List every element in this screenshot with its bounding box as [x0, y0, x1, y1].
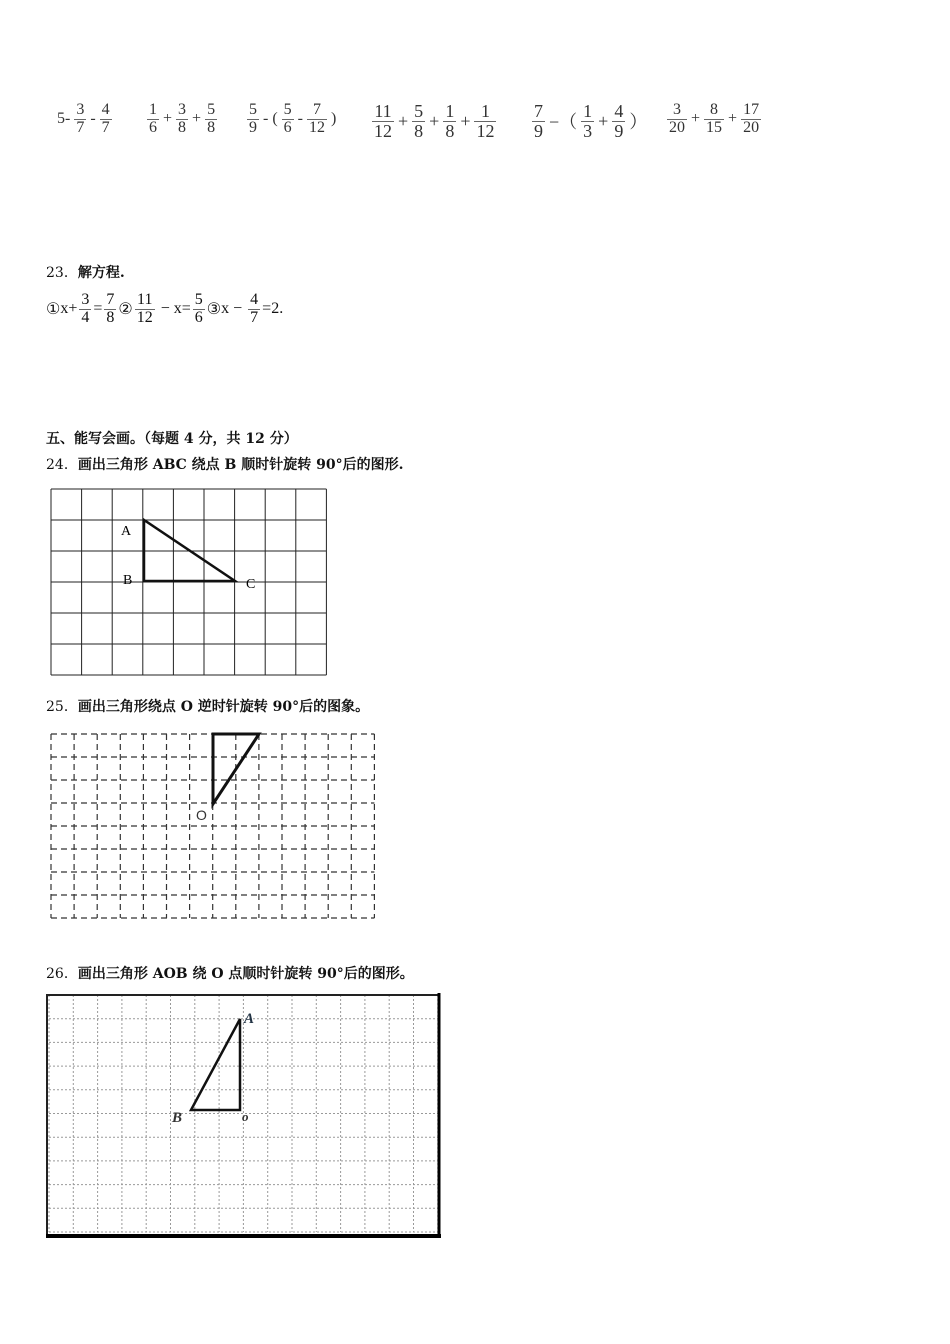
triangle-aob: [191, 1019, 240, 1110]
eq-2-label: ②: [118, 301, 133, 319]
denominator: 20: [743, 118, 760, 136]
denominator: 20: [669, 118, 685, 136]
denominator: 6: [283, 118, 292, 136]
numerator: 3: [76, 101, 85, 118]
operator: +: [728, 110, 738, 128]
operator: -: [90, 110, 96, 128]
label-o: O: [196, 807, 207, 823]
numerator: 3: [81, 291, 90, 308]
numerator: 8: [710, 101, 719, 118]
eq-1-lhs: x+: [60, 300, 78, 318]
denominator: 8: [414, 120, 424, 141]
operator: +: [192, 110, 202, 128]
denominator: 6: [149, 118, 157, 136]
numerator: 4: [101, 101, 110, 118]
denominator: 8: [207, 118, 216, 136]
eq-3-tail: =2.: [262, 300, 284, 318]
numerator: 5: [194, 291, 203, 308]
question-text: 画出三角形 AOB 绕 O 点顺时针旋转 90°后的图形。: [77, 966, 414, 982]
operator: -: [297, 110, 303, 128]
denominator: 15: [706, 118, 723, 136]
denominator: 12: [476, 120, 495, 141]
denominator: 7: [76, 118, 85, 136]
operator: +: [398, 110, 409, 131]
numerator: 1: [480, 101, 490, 121]
eq-1-equals: =: [93, 300, 103, 318]
numerator: 4: [250, 291, 259, 308]
denominator: 7: [250, 308, 259, 326]
operator: +: [460, 110, 471, 131]
denominator: 9: [249, 118, 257, 136]
question-text: 画出三角形 ABC 绕点 B 顺时针旋转 90°后的图形.: [77, 457, 404, 473]
numerator: 5: [207, 101, 216, 118]
denominator: 3: [583, 120, 593, 141]
numerator: 7: [534, 101, 543, 121]
numerator: 11: [137, 291, 153, 308]
operator: +: [691, 110, 701, 128]
numerator: 3: [673, 101, 681, 118]
label-c: C: [246, 577, 256, 592]
operator: +: [598, 110, 609, 131]
eq-3-lhs: x −: [221, 300, 247, 318]
numerator: 17: [743, 101, 760, 118]
section-5-title: 五、能写会画。（每题 4 分，共 12 分）: [46, 431, 298, 447]
question-title: 解方程.: [77, 265, 125, 281]
operator: +: [429, 110, 440, 131]
denominator: 8: [106, 308, 115, 326]
question-number: 25．: [46, 699, 78, 715]
denominator: 12: [308, 118, 325, 136]
numerator: 1: [445, 101, 455, 121]
operator: −（: [549, 112, 578, 133]
denominator: 4: [81, 308, 90, 326]
label-a: A: [244, 1011, 255, 1027]
numerator: 5: [414, 101, 424, 121]
numerator: 1: [149, 101, 157, 118]
denominator: 6: [194, 308, 203, 326]
label-a: A: [121, 524, 132, 539]
question-number: 23．: [46, 265, 78, 281]
label-b: B: [123, 573, 133, 588]
eq-2-mid: − x=: [156, 300, 191, 318]
eq-1-label: ①: [46, 301, 61, 319]
numerator: 7: [106, 291, 115, 308]
question-text: 画出三角形绕点 O 逆时针旋转 90°后的图象。: [77, 699, 370, 715]
operator: 5-: [57, 110, 71, 128]
label-b: B: [172, 1110, 183, 1126]
operator: ): [330, 110, 337, 128]
operator: +: [163, 110, 173, 128]
numerator: 1: [583, 101, 593, 121]
denominator: 9: [614, 120, 624, 141]
numerator: 5: [283, 101, 292, 118]
denominator: 8: [445, 120, 455, 141]
question-number: 26．: [46, 966, 78, 982]
operator: - (: [263, 110, 278, 128]
numerator: 7: [312, 101, 321, 118]
label-o: o: [242, 1109, 249, 1124]
denominator: 9: [534, 120, 543, 141]
numerator: 3: [178, 101, 187, 118]
numerator: 11: [374, 101, 392, 121]
question-number: 24．: [46, 457, 78, 473]
eq-3-label: ③: [206, 301, 222, 319]
denominator: 8: [178, 118, 187, 136]
numerator: 5: [249, 101, 257, 118]
operator: ）: [629, 112, 648, 133]
denominator: 12: [374, 120, 392, 141]
denominator: 12: [136, 308, 153, 326]
numerator: 4: [614, 101, 624, 121]
denominator: 7: [101, 118, 110, 136]
